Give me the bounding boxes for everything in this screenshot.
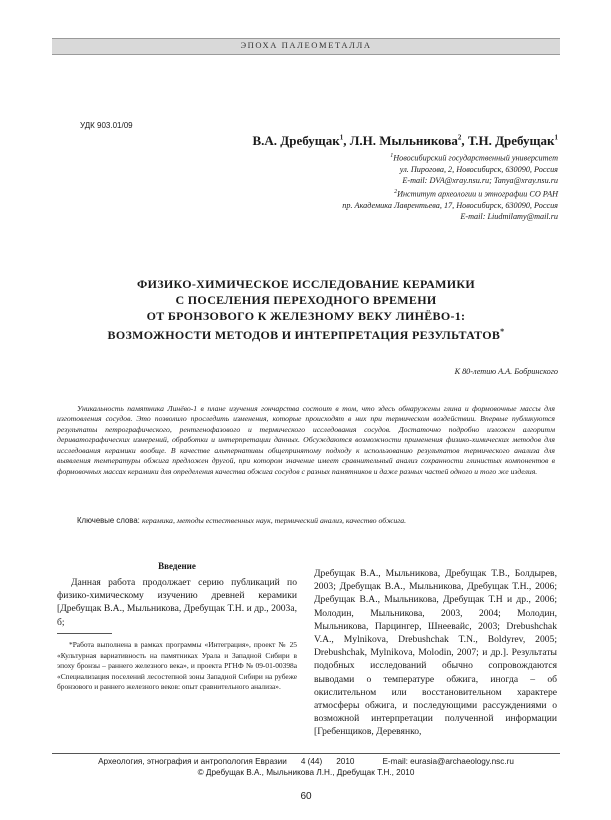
title-line-text: ВОЗМОЖНОСТИ МЕТОДОВ И ИНТЕРПРЕТАЦИЯ РЕЗУЛЬТАТОВ [107,328,501,342]
intro-heading: Введение [158,561,196,571]
journal-year: 2010 [336,757,355,766]
author-separator: , [461,133,468,148]
authors-line [252,133,558,149]
title-line: ФИЗИКО-ХИМИЧЕСКОЕ ИССЛЕДОВАНИЕ КЕРАМИКИ [137,277,475,291]
journal-name: Археология, этнография и антропология Евразии [98,757,287,766]
body-text-column-2: Дребущак В.А., Мыльникова, Дребущак Т.В., Болдырев, 2003; Дребущак В.А., Мыльникова, Дребущак Т.Н., 2006; Дребущак В.А., Мыльникова, Дребущак Т.Н и др., 2006; Молодин, Мыльникова, 2003, 2004; Молодин, Мыльникова, Парцингер, Шнеевайс, 2003; Drebushchak V.A., Mylnikova, Drebushchak T.N., Boldyrev, 2005; Drebushchak, Mylnikova, Molodin, 2007; и др.]. Результаты подобных исследований обычно сопровождаются выводами о температуре обжига, иногда – об окислительном или восстановительном характере атмосферы обжига, и последующими рассуждениями о возможной интерпретации полученной информации [Гребенщиков, Деревянко, [314,568,557,738]
keywords-label: Ключевые слова: [77,516,140,525]
affiliation-line [228,187,558,200]
affiliation-line [228,151,558,164]
journal-line [52,756,560,767]
title-line: ОТ БРОНЗОВОГО К ЖЕЛЕЗНОМУ ВЕКУ ЛИНЁВО-1: [146,309,466,323]
author-2-sup: 2 [457,133,462,142]
author-separator: , [343,133,350,148]
author-3: Т.Н. Дребущак [467,133,555,148]
footer-divider [52,753,560,754]
affiliation-text: Институт археологии и этнографии СО РАН [397,189,558,199]
author-3-sup: 1 [554,133,558,142]
affiliation-text: E-mail: Liudmilamy@mail.ru [460,211,558,221]
affiliation-text: пр. Академика Лаврентьева, 17, Новосибирск, 630090, Россия [342,200,558,210]
author-1: В.А. Дребущак [252,133,340,148]
abstract: Уникальность памятника Линёво-1 в плане изучения гончарства состоит в том, что здесь обнаружены глина и формовочные массы для изготовления сосудов. Это позволило проследить изменения, которые происходят в них при термическом воздействии. Впервые публикуются результаты петрографического, рентгенофазового и термического исследования сосудов. Достаточно подробно изложен алгоритм дериватографических измерений, обработки и интерпретации данных. Обсуждаются возможности применения физико-химических методов для исследования керамики вообще. В качестве альтернативы общепринятому подходу к использованию результатов термического анализа для выявления температуры обжига предложен другой, при котором значение имеет сравнительный анализ сохранности глинистых компонентов в формовочных массах керамики для определения качества обжига сосудов с разных памятников и даже разных частей одного и того же изделия. [57,404,555,476]
keywords [77,516,557,525]
affiliations [228,151,558,222]
section-header: ЭПОХА ПАЛЕОМЕТАЛЛА [240,40,372,50]
keywords-text: керамика, методы естественных наук, термический анализ, качество обжига. [142,516,407,525]
title-line [52,324,560,343]
affiliation-line [228,164,558,175]
journal-footer [52,756,560,778]
title-line: С ПОСЕЛЕНИЯ ПЕРЕХОДНОГО ВРЕМЕНИ [175,293,437,307]
affiliation-text: Новосибирский государственный университет [393,153,558,163]
author-1-sup: 1 [339,133,344,142]
affiliation-sup: 1 [390,153,394,159]
affiliation-text: E-mail: DVA@xray.nsu.ru; Tanya@xray.nsu.ru [402,176,558,186]
author-2: Л.Н. Мыльникова [349,133,458,148]
affiliation-text: ул. Пирогова, 2, Новосибирск, 630090, Россия [399,165,558,175]
intro-text: Данная работа продолжает серию публикаций по физико-химическому изучению древней керамики [Дребущак В.А., Мыльникова, Дребущак Т.Н. и др., 2003а, б; [57,577,297,628]
journal-email: E-mail: eurasia@archaeology.nsc.ru [382,757,514,766]
udk-code: УДК 903.01/09 [80,121,133,130]
copyright: © Дребущак В.А., Мыльникова Л.Н., Дребущак Т.Н., 2010 [197,768,415,777]
article-title [52,276,560,343]
affiliation-line [228,211,558,222]
dedication: К 80-летию А.А. Бобринского [454,367,558,376]
journal-issue: 4 (44) [300,757,323,766]
affiliation-line [228,175,558,186]
footnote-divider [57,633,112,634]
page-number: 60 [300,791,312,802]
affiliation-line [228,200,558,211]
footnote: *Работа выполнена в рамках программы «Интеграция», проект № 25 «Культурная вариативность на памятниках Урала и Западной Сибири в эпоху бронзы – раннего железного века», и проекта РГНФ № 09-01-00398а «Специализация поселений лесостепной зоны Западной Сибири на рубеже бронзового и раннего железного веков: опыт сравнительного анализа». [57,640,297,692]
title-footnote-mark: * [500,327,505,336]
affiliation-sup: 2 [394,188,398,195]
